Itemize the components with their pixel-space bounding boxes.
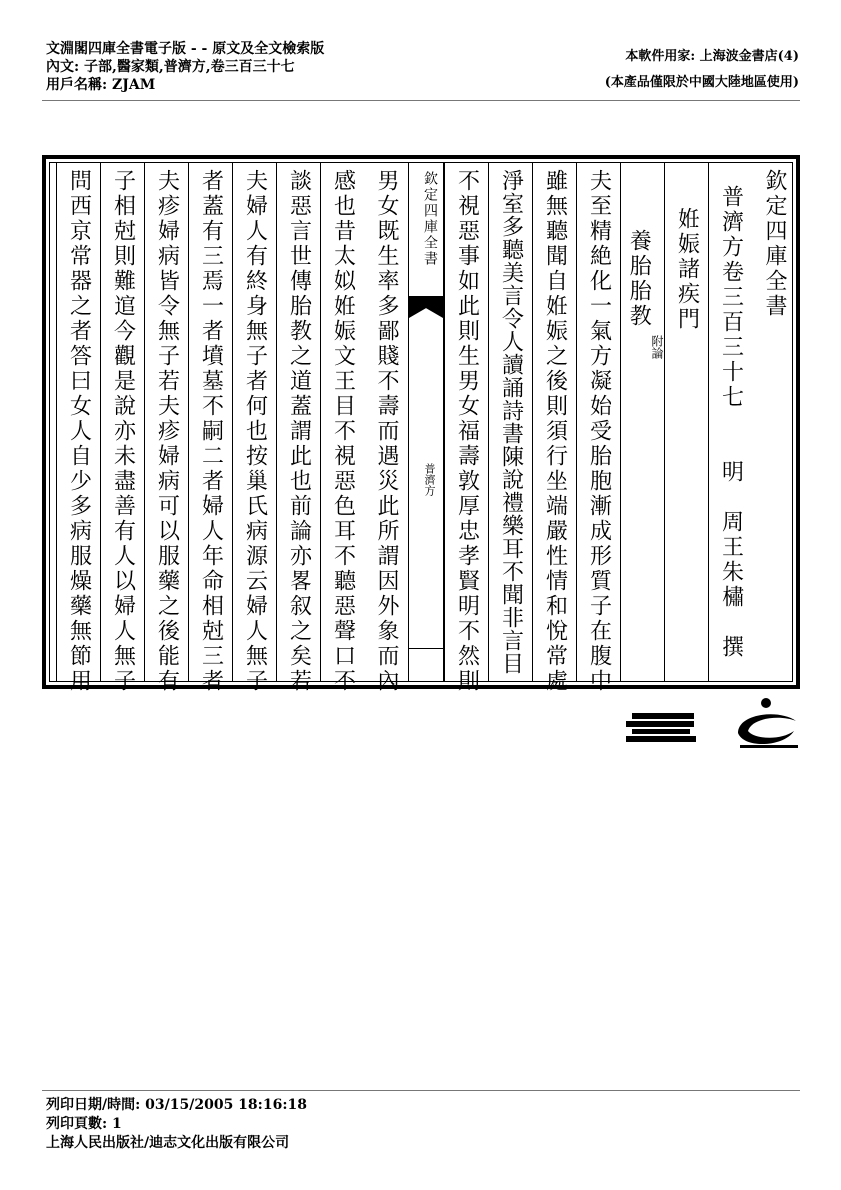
- text-column-14: [144, 163, 188, 694]
- body-line: 夫疹婦病皆令無子若夫疹婦病可以服藥之後能有: [154, 169, 180, 694]
- text-column-5: [576, 163, 620, 694]
- body-line: 夫至精絶化一氣方凝始受胎胞漸成形質子在腹中: [586, 169, 612, 694]
- text-column-8: [444, 163, 488, 694]
- text-column-12: [232, 163, 276, 694]
- header-left: [46, 40, 324, 94]
- publisher-line: 上海人民出版社/迪志文化出版有限公司: [46, 1135, 290, 1151]
- gutter-book-name: 普濟方: [423, 463, 436, 496]
- scanned-page: [42, 155, 800, 694]
- section-heading: 姙娠諸疾門: [674, 207, 700, 332]
- header-licensee: 本軟件用家: 上海波金書店(4): [625, 49, 799, 64]
- print-page-count: 列印頁數: 1: [46, 1116, 122, 1132]
- header-title: 文淵閣四庫全書電子版 - - 原文及全文檢索版: [46, 41, 325, 57]
- subsection-heading: 養胎胎教: [626, 229, 652, 329]
- footer: [46, 1096, 307, 1153]
- header-username: 用戶名稱: ZJAM: [46, 77, 156, 93]
- body-line: 淨室多聽美言令人讀誦詩書陳說禮樂耳不聞非言目: [498, 169, 524, 675]
- body-line: 不視惡事如此則生男女福壽敦厚忠孝賢明不然則: [454, 169, 480, 694]
- header-right: [605, 44, 799, 96]
- scanned-page-inner: [49, 162, 793, 694]
- footer-divider: [42, 1090, 800, 1091]
- book-title-line: 欽定四庫全書: [762, 169, 787, 319]
- text-column-4: [620, 163, 664, 681]
- text-column-7: [488, 163, 532, 681]
- text-column-1: [752, 163, 796, 681]
- annotation-small: 附論: [650, 335, 664, 359]
- body-line: 子相尅則難逭今觀是說亦未盡善有人以婦人無子: [110, 169, 136, 694]
- fishtail-mark: [409, 296, 443, 318]
- body-line: 雖無聽聞自姙娠之後則須行坐端嚴性情和悅常處: [542, 169, 568, 694]
- body-line: 者蓋有三焉一者墳墓不嗣二者婦人年命相尅三者: [198, 169, 224, 694]
- header-restriction: (本產品僅限於中國大陸地區使用): [604, 75, 799, 90]
- book-stack-icon: [626, 713, 696, 742]
- text-column-16: [56, 163, 100, 694]
- text-column-10: [320, 163, 364, 694]
- gutter-divider: [409, 648, 443, 649]
- text-column-11: [276, 163, 320, 694]
- header-divider: [42, 100, 800, 101]
- body-line: 夫婦人有終身無子者何也按巢氏病源云婦人無子: [242, 169, 268, 694]
- volume-author-line: 普濟方卷三百三十七 明 周王朱橚 撰: [718, 185, 744, 660]
- gutter-title: 欽定四庫全書: [422, 171, 438, 267]
- brush-seal-icon: [738, 698, 798, 748]
- print-datetime: 列印日期/時間: 03/15/2005 18:16:18: [46, 1097, 307, 1113]
- text-column-13: [188, 163, 232, 694]
- publisher-logo: [620, 695, 800, 755]
- text-column-9: [364, 163, 408, 694]
- text-column-15: [100, 163, 144, 694]
- center-gutter: [408, 163, 444, 681]
- body-line: 感也昔太姒姙娠文王目不視惡色耳不聽惡聲口不: [330, 169, 356, 694]
- body-line: 談惡言世傳胎教之道蓋謂此也前論亦畧叙之矣若: [286, 169, 312, 694]
- text-column-2: [708, 163, 752, 681]
- body-line: 男女既生率多鄙賤不壽而遇災此所謂因外象而內: [374, 169, 399, 694]
- body-line: 問西京常器之者答曰女人自少多病服燥藥無節用: [66, 169, 92, 694]
- text-column-3: [664, 163, 708, 681]
- text-column-6: [532, 163, 576, 694]
- header-content-path: 內文: 子部,醫家類,普濟方,卷三百三十七: [46, 59, 295, 75]
